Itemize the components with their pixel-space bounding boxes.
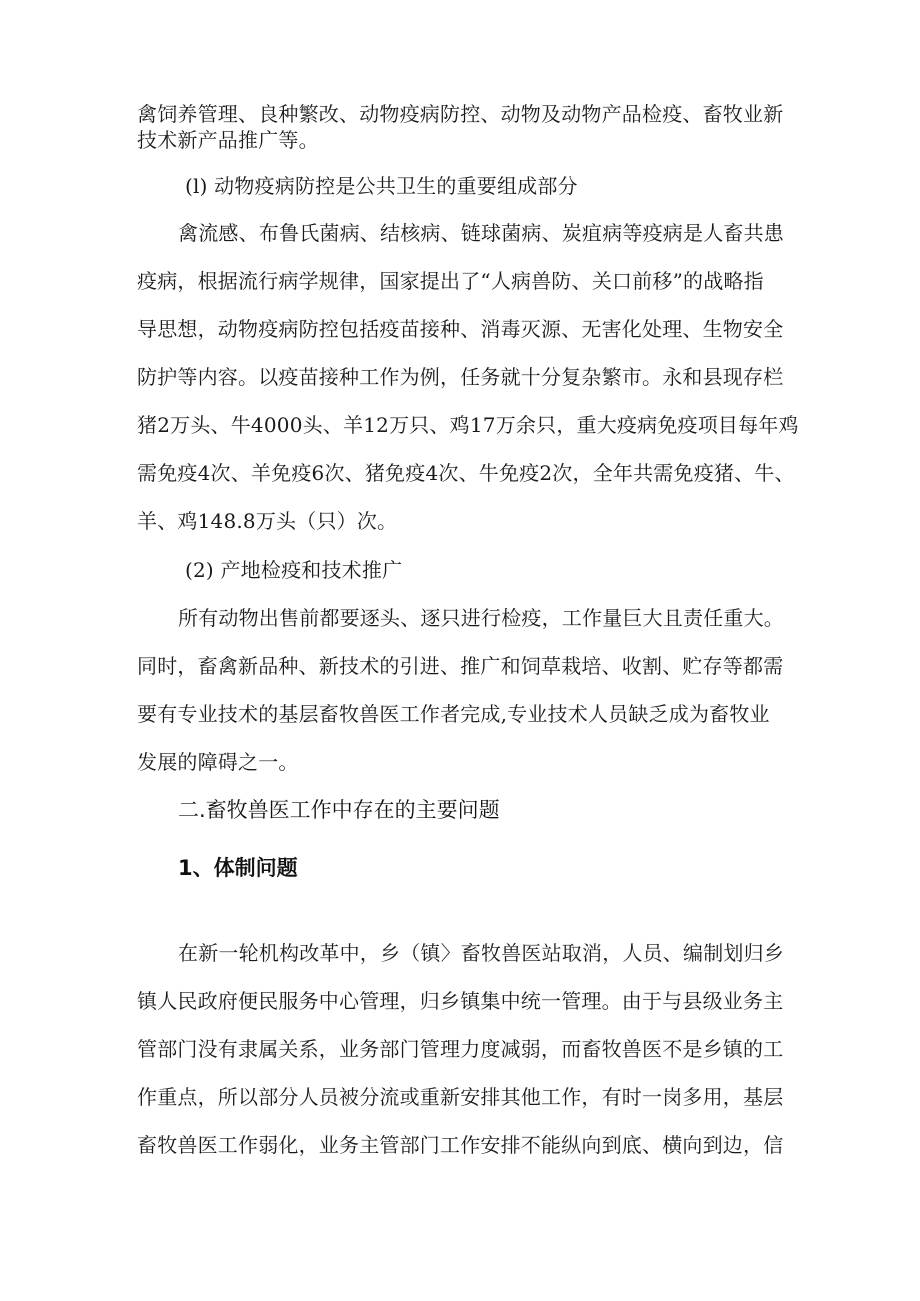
paragraph-line: 镇人民政府便民服务中心管理，归乡镇集中统一管理。由于与县级业务主: [137, 989, 784, 1013]
paragraph-line: 畜牧兽医工作弱化，业务主管部门工作安排不能纵向到底、横向到边，信: [137, 1133, 784, 1157]
section-heading: 二.畜牧兽医工作中存在的主要问题: [178, 798, 500, 822]
paragraph-line: 在新一轮机构改革中，乡（镇〉畜牧兽医站取消，人员、编制划归乡: [178, 941, 784, 965]
paragraph-line: 羊、鸡148.8万头（只）次。: [137, 509, 398, 533]
paragraph-line: 禽饲养管理、良种繁改、动物疫病防控、动物及动物产品检疫、畜牧业新: [137, 102, 784, 126]
paragraph-line: 技术新产品推广等。: [137, 128, 319, 152]
paragraph-line: 同时，畜禽新品种、新技术的引进、推广和饲草栽培、收割、贮存等都需: [137, 654, 784, 678]
subsection-heading: 1、体制问题: [178, 856, 298, 880]
paragraph-line: 防护等内容。以疫苗接种工作为例，任务就十分复杂繁市。永和县现存栏: [137, 365, 784, 389]
paragraph-line: 作重点，所以部分人员被分流或重新安排其他工作，有时一岗多用，基层: [137, 1085, 784, 1109]
paragraph-line: 禽流感、布鲁氏菌病、结核病、链球菌病、炭疽病等疫病是人畜共患: [178, 221, 784, 245]
paragraph-line: 发展的障碍之一。: [137, 750, 299, 774]
paragraph-line: 疫病，根据流行病学规律，国家提出了“人病兽防、关口前移”的战略指: [137, 269, 764, 293]
paragraph-line: 要有专业技术的基层畜牧兽医工作者完成,专业技术人员缺乏成为畜牧业: [137, 702, 770, 726]
paragraph-line: 所有动物出售前都要逐头、逐只进行检疫，工作量巨大且责任重大。: [178, 606, 784, 630]
subsection-title: (2) 产地检疫和技术推广: [185, 558, 403, 582]
paragraph-line: 需免疫4次、羊免疫6次、猪免疫4次、牛免疫2次，全年共需免疫猪、牛、: [137, 461, 795, 485]
paragraph-line: 导思想，动物疫病防控包括疫苗接种、消毒灭源、无害化处理、生物安全: [137, 317, 784, 341]
paragraph-line: 管部门没有隶属关系，业务部门管理力度减弱，而畜牧兽医不是乡镇的工: [137, 1037, 784, 1061]
paragraph-line: 猪2万头、牛4000头、羊12万只、鸡17万余只，重大疫病免疫项目每年鸡: [137, 413, 799, 437]
subsection-title: (l) 动物疫病防控是公共卫生的重要组成部分: [185, 174, 578, 198]
